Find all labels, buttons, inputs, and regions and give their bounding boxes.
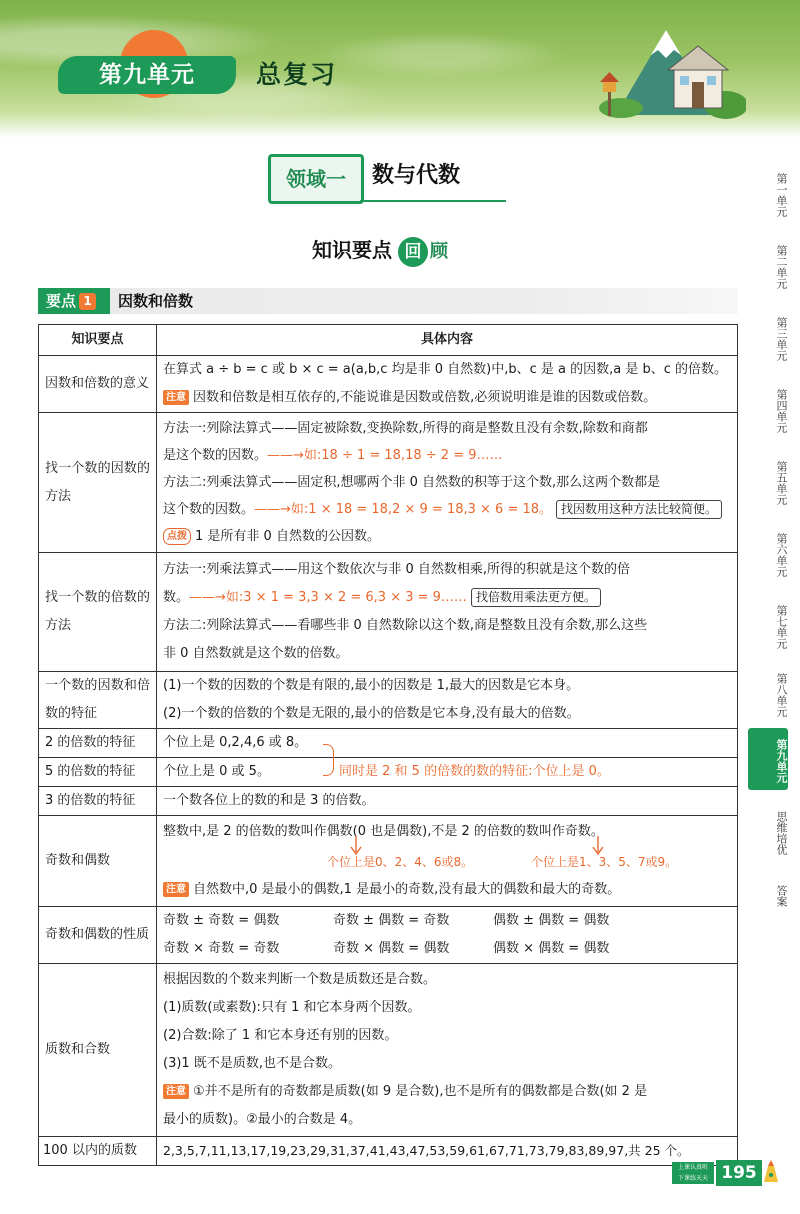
point-tag	[38, 288, 110, 314]
point-name: 因数和倍数	[118, 292, 194, 310]
side-nav-item-answers[interactable]: 答案	[775, 885, 788, 907]
tip-line	[163, 523, 731, 550]
row-topic: 找一个数的因数的方法	[39, 413, 157, 553]
page-footer	[672, 1160, 780, 1186]
side-nav-item-unit-3[interactable]: 第三单元	[775, 317, 788, 361]
row-topic: 奇数和偶数的性质	[39, 907, 157, 964]
note-line	[163, 384, 731, 412]
content-line: 整数中,是 2 的倍数的数叫作偶数(0 也是偶数),不是 2 的倍数的数叫作奇数。	[163, 824, 604, 839]
row-content	[157, 816, 738, 907]
content-text: 个位上是 0 或 5。	[163, 764, 270, 779]
note-line: 最小的质数)。②最小的合数是 4。	[163, 1112, 362, 1127]
table-header-row	[39, 325, 738, 356]
side-nav-item-unit-7[interactable]: 第七单元	[775, 605, 788, 649]
parity-rule: 奇数 ± 偶数 = 奇数	[333, 913, 450, 928]
parity-rule: 奇数 × 奇数 = 奇数	[163, 941, 280, 956]
side-nav-item-unit-1[interactable]: 第一单元	[775, 173, 788, 217]
row-content	[157, 964, 738, 1137]
table-row	[39, 729, 738, 758]
odd-hint: 个位上是1、3、5、7或9。	[531, 855, 678, 869]
side-nav-item-unit-2[interactable]: 第二单元	[775, 245, 788, 289]
content-line: 方法二:列乘法算式——固定积,想哪两个非 0 自然数的积等于这个数,那么这两个数都是	[163, 475, 661, 490]
row-content	[157, 1137, 738, 1166]
content-line: 非 0 自然数就是这个数的倍数。	[163, 646, 349, 661]
side-nav-item-thinking[interactable]: 思维培优	[775, 811, 788, 855]
parity-rule: 奇数 × 偶数 = 偶数	[333, 941, 450, 956]
side-nav-item-unit-8[interactable]: 第八单元	[775, 673, 788, 717]
table-row	[39, 356, 738, 413]
row-content	[157, 672, 738, 729]
content-line	[163, 584, 731, 612]
content-line: 个位上是 0,2,4,6 或 8。	[163, 735, 308, 750]
header-cell-topic: 知识要点	[39, 325, 157, 356]
unit-label: 第九单元	[58, 56, 236, 94]
brace-note: 同时是 2 和 5 的倍数的数的特征:个位上是 0。	[339, 764, 610, 779]
tip-bubble: 找因数用这种方法比较简便。	[556, 500, 722, 519]
hint-line	[163, 846, 731, 876]
side-nav-item-unit-6[interactable]: 第六单元	[775, 533, 788, 577]
point-number: 1	[79, 293, 96, 310]
content-line: (1)质数(或素数):只有 1 和它本身两个因数。	[163, 1000, 421, 1015]
row-content	[157, 758, 738, 787]
brace-mark	[323, 744, 334, 776]
content-line: 方法二:列除法算式——看哪些非 0 自然数除以这个数,商是整数且没有余数,那么这些	[163, 618, 648, 633]
domain-underline	[360, 200, 506, 202]
table-row	[39, 816, 738, 907]
page-number: 195	[716, 1160, 762, 1186]
row-topic: 质数和合数	[39, 964, 157, 1137]
header-cell-content: 具体内容	[157, 325, 738, 356]
row-content	[157, 553, 738, 672]
note-tag: 注意	[163, 390, 189, 405]
content-line: 2,3,5,7,11,13,17,19,23,29,31,37,41,43,47,53,59,61,67,71,73,79,83,89,97,共 25 个。	[163, 1143, 690, 1158]
side-nav-item-unit-5[interactable]: 第五单元	[775, 461, 788, 505]
content-text: 这个数的因数。	[163, 502, 255, 517]
section-title-suffix: 顾	[430, 240, 448, 262]
example-text: ——→如:18 ÷ 1 = 18,18 ÷ 2 = 9……	[267, 448, 503, 463]
section-title	[312, 232, 448, 268]
table-row	[39, 672, 738, 729]
section-title-main: 知识要点	[312, 238, 392, 262]
row-topic: 因数和倍数的意义	[39, 356, 157, 413]
domain-subtitle: 数与代数	[372, 163, 461, 188]
content-text: 是这个数的因数。	[163, 448, 268, 463]
header-banner	[0, 0, 800, 138]
note-text: 因数和倍数是相互依存的,不能说谁是因数或倍数,必须说明谁是谁的因数或倍数。	[193, 390, 657, 405]
note-tag: 注意	[163, 882, 189, 897]
content-text: 数。	[163, 590, 190, 605]
content-line: 一个数各位上的数的和是 3 的倍数。	[163, 793, 375, 808]
knowledge-table	[38, 324, 738, 1166]
pencil-icon	[760, 1160, 782, 1186]
example-text: ——→如:1 × 18 = 18,2 × 9 = 18,3 × 6 = 18。	[254, 502, 553, 517]
row-topic: 2 的倍数的特征	[39, 729, 157, 758]
footer-slogan-line: 下课练天天	[677, 1175, 708, 1182]
row-content	[157, 907, 738, 964]
tip-tag: 点拨	[163, 528, 191, 545]
table-row	[39, 907, 738, 964]
row-topic: 100 以内的质数	[39, 1137, 157, 1166]
content-line	[163, 442, 731, 469]
content-line: 方法一:列除法算式——固定被除数,变换除数,所得的商是整数且没有余数,除数和商都	[163, 421, 648, 436]
note-line	[163, 1078, 731, 1106]
even-hint: 个位上是0、2、4、6或8。	[327, 855, 474, 869]
table-row	[39, 964, 738, 1137]
note-text: ①并不是所有的奇数都是质数(如 9 是合数),也不是所有的偶数都是合数(如 2 是	[193, 1084, 648, 1099]
point-header	[38, 288, 738, 314]
parity-grid	[163, 907, 731, 963]
row-topic: 奇数和偶数	[39, 816, 157, 907]
tip-bubble: 找倍数用乘法更方便。	[471, 588, 601, 607]
content-line: 在算式 a ÷ b = c 或 b × c = a(a,b,c 均是非 0 自然数)中,b、c 是 a 的因数,a 是 b、c 的倍数。	[163, 362, 727, 377]
footer-slogan-line: 上课认真听	[677, 1164, 708, 1171]
row-topic: 3 的倍数的特征	[39, 787, 157, 816]
row-content	[157, 413, 738, 553]
content-line: (2)一个数的倍数的个数是无限的,最小的倍数是它本身,没有最大的倍数。	[163, 706, 580, 721]
content-line: (3)1 既不是质数,也不是合数。	[163, 1056, 341, 1071]
row-topic: 找一个数的倍数的方法	[39, 553, 157, 672]
page-title: 总复习	[256, 60, 338, 89]
table-row	[39, 787, 738, 816]
row-content	[157, 356, 738, 413]
side-nav-item-unit-4[interactable]: 第四单元	[775, 389, 788, 433]
content-line	[163, 496, 731, 523]
row-content	[157, 729, 738, 758]
house-scene-icon	[596, 20, 746, 120]
content-line: 方法一:列乘法算式——用这个数依次与非 0 自然数相乘,所得的积就是这个数的倍	[163, 562, 631, 577]
content-line: (2)合数:除了 1 和它本身还有别的因数。	[163, 1028, 398, 1043]
row-topic: 一个数的因数和倍数的特征	[39, 672, 157, 729]
parity-rule: 偶数 ± 偶数 = 偶数	[493, 913, 610, 928]
parity-rule: 偶数 × 偶数 = 偶数	[493, 941, 610, 956]
point-tag-text: 要点	[46, 292, 77, 310]
row-content	[157, 787, 738, 816]
note-line	[163, 876, 731, 904]
note-tag: 注意	[163, 1084, 189, 1099]
section-title-badge: 回	[398, 237, 428, 267]
table-row	[39, 1137, 738, 1166]
content-line	[163, 758, 731, 786]
parity-rule: 奇数 ± 奇数 = 偶数	[163, 913, 280, 928]
domain-label: 领域一	[268, 154, 364, 204]
side-nav-item-unit-9[interactable]: 第九单元	[748, 728, 788, 790]
table-row	[39, 553, 738, 672]
row-topic: 5 的倍数的特征	[39, 758, 157, 787]
note-text: 自然数中,0 是最小的偶数,1 是最小的奇数,没有最大的偶数和最大的奇数。	[193, 882, 621, 897]
footer-slogan	[672, 1162, 714, 1184]
table-row	[39, 758, 738, 787]
table-row	[39, 413, 738, 553]
content-line: 根据因数的个数来判断一个数是质数还是合数。	[163, 972, 437, 987]
content-line: (1)一个数的因数的个数是有限的,最小的因数是 1,最大的因数是它本身。	[163, 678, 580, 693]
tip-text: 1 是所有非 0 自然数的公因数。	[195, 529, 380, 544]
example-text: ——→如:3 × 1 = 3,3 × 2 = 6,3 × 3 = 9……	[189, 590, 467, 605]
